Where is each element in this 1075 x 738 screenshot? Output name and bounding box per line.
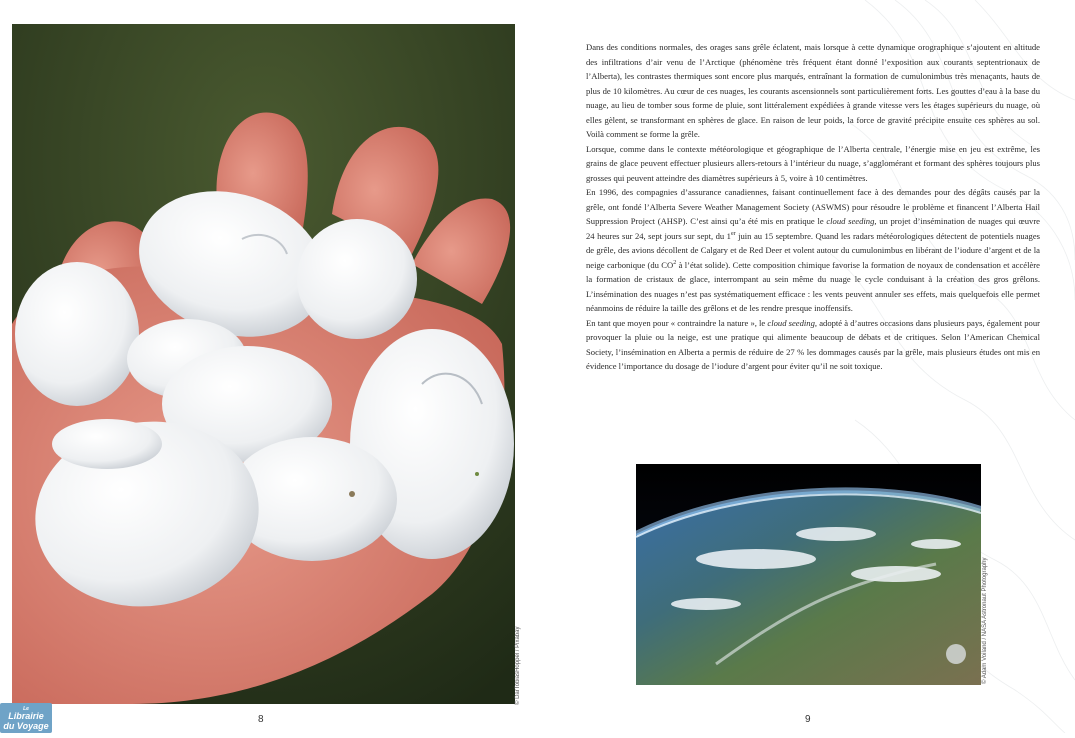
- page-number-left: 8: [258, 714, 264, 725]
- text-run: à l’état solide). Cette composition chimique favorise la formation de noyaux de condensation et accélère la formation de cristaux de glace, interrompant au sein même du nuage le cycle conduisant à la création des gros grêlons. L’insémination des nuages n’est pas systématiquement efficace : les vents peuvent annuler ses effets, mais quelquefois elle permet néanmoins de réduire la taille des grêlons et de les rendre presque inoffensifs.: [586, 259, 1040, 313]
- italic-term: cloud seeding: [826, 216, 875, 226]
- left-page: [0, 0, 537, 733]
- text-run: Lorsque, comme dans le contexte météorologique et géographique de l’Alberta centrale, l’énergie mise en jeu est extrême, les grains de glace peuvent effectuer plusieurs allers-retours à l’intérieur du nuage, s’agglomérant et formant des sphères toujours plus grosses qui peuvent atteindre des diamètres supérieurs à 5, voire à 10 centimètres.: [586, 143, 1040, 183]
- paragraph-4: [586, 316, 1040, 374]
- svg-text:Librairie: Librairie: [8, 711, 44, 721]
- right-photo-credit: © Adam Voiland / NASA Astronaut Photography: [982, 557, 988, 684]
- paragraph-1: [586, 40, 1040, 142]
- text-run: , un projet d’insémination de nuages qui œuvre 24 heures sur 24, sept jours sur sept, du 1: [586, 216, 1040, 241]
- text-run: Dans des conditions normales, des orages sans grêle éclatent, mais lorsque à cette dynamique orographique s’ajoutent en altitude des infiltrations d’air venu de l’Arctique (phénomène très fréquent étant donné l’exposition aux courants septentrionaux de l’Alberta), les contrastes thermiques sont encore plus marqués, entraînant la formation de cumulonimbus très menaçants, hauts de plus de 10 kilomètres. Au cœur de ces nuages, les courants ascensionnels sont particulièrement forts. Les gouttes d’eau à la base du nuage, au lieu de tomber sous forme de pluie, sont littéralement expédiées à grande vitesse vers les étages supérieurs du nuage, où elles gèlent, se transformant en sphères de glace. En raison de leur poids, la force de gravité précipite ensuite ces sphères au sol. Voilà comment se forme la grêle.: [586, 42, 1040, 139]
- paragraph-2: [586, 142, 1040, 186]
- superscript: er: [730, 230, 736, 237]
- superscript: 2: [673, 259, 677, 266]
- librairie-du-voyage-logo: [0, 703, 52, 733]
- svg-text:Le: Le: [23, 706, 29, 712]
- svg-text:du Voyage: du Voyage: [3, 721, 49, 731]
- text-run: juin au 15 septembre. Quand les radars météorologiques détectent de potentiels nuages de grêle, des avions décollent de Calgary et de Red Deer et volent autour du cumulonimbus en libérant de l’iodure d’argent et de la neige carbonique (du CO: [586, 230, 1040, 270]
- text-run: En tant que moyen pour « contraindre la nature », le: [586, 317, 768, 328]
- hailstones-in-hand-photo: [12, 24, 515, 704]
- text-run: En 1996, des compagnies d’assurance canadiennes, faisant continuellement face à des demandes pour des dégâts causés par la grêle, ont fondé l’Alberta Severe Weather Management Society (ASWMS) pour résoudre le problème et financent l’Alberta Hail Suppression Project (AHSP). C’est ainsi qu’a été mis en pratique le: [586, 187, 1040, 226]
- earth-from-space-photo: [636, 464, 981, 685]
- italic-term: cloud seeding: [767, 317, 815, 328]
- right-page: [537, 0, 1075, 733]
- page-number-right: 9: [805, 714, 811, 725]
- text-run: , adopté à d’autres occasions dans plusieurs pays, également pour provoquer la pluie ou la neige, est une pratique qui alimente beaucoup de débats et de critiques. Selon l’American Chemical Society, l’insémination en Alberta a permis de réduire de 27 % les dommages causés par la grêle, mais plusieurs études ont mis en évidence l’importance du dosage de l’iodure d’argent pour éviter qu’il ne soit toxique.: [586, 317, 1040, 371]
- article-body-text: [586, 40, 1040, 374]
- left-photo-credit: © DarTobiasHoppel / Pixabay: [515, 626, 521, 705]
- paragraph-3: [586, 185, 1040, 316]
